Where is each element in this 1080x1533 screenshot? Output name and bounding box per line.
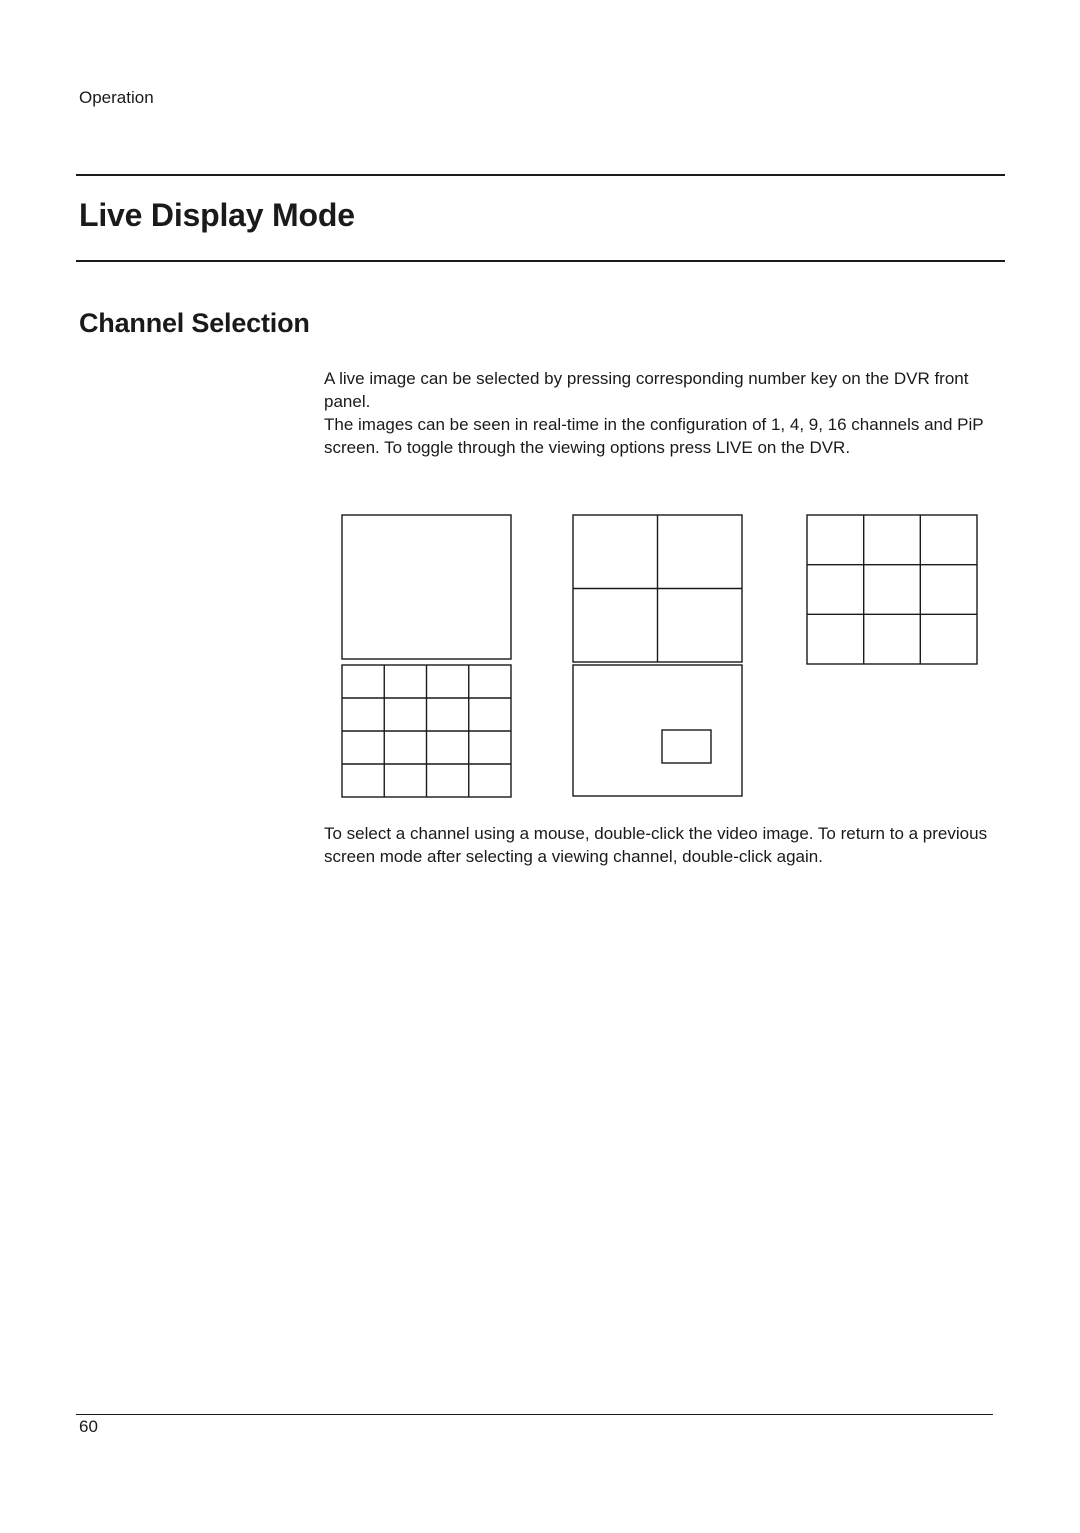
layout-quad-screen — [573, 515, 742, 662]
page-number: 60 — [79, 1417, 98, 1436]
intro-paragraph: A live image can be selected by pressing corresponding number key on the DVR front panel. — [324, 369, 969, 411]
mouse-selection-paragraph: To select a channel using a mouse, double-click the video image. To return to a previous screen mode after selecting a viewing channel, double-click again. — [324, 824, 988, 866]
layout-pip-screen — [573, 665, 742, 796]
footer-rule — [76, 1414, 993, 1415]
section-label: Operation — [79, 88, 154, 107]
pip-inset-window — [662, 730, 711, 763]
section-heading: Channel Selection — [79, 308, 310, 338]
page-title: Live Display Mode — [79, 197, 355, 233]
configuration-paragraph: The images can be seen in real-time in the configuration of 1, 4, 9, 16 channels and PiP screen. To toggle through the viewing options press LIVE on the DVR. — [324, 415, 984, 457]
layout-sixteen-screen — [342, 665, 511, 797]
layout-single-screen — [342, 515, 511, 659]
layout-nine-screen — [807, 515, 977, 664]
